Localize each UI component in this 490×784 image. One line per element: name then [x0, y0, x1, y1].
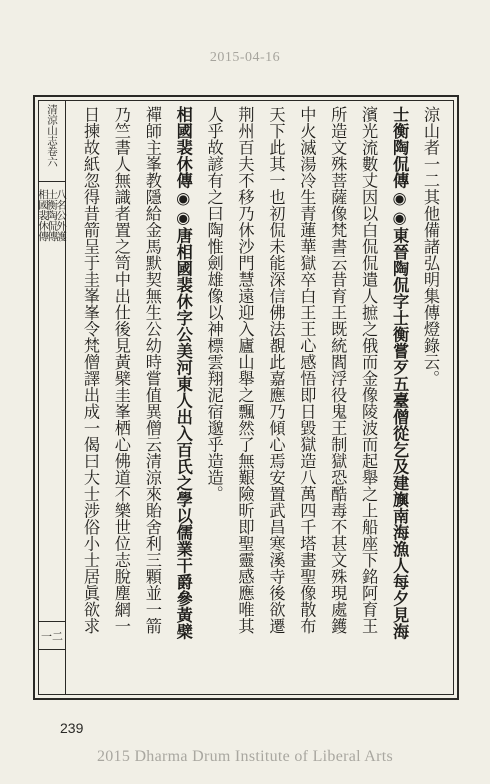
- text-column: 人乎故諺有之曰陶惟劍雄像以神標雲翔泥宿邈乎造造。: [204, 106, 224, 502]
- gutter-divider-bottom: [39, 649, 65, 650]
- gutter-entry: 士衡陶侃傳: [46, 189, 58, 242]
- page-frame: [33, 95, 459, 700]
- text-column-heading: 士衡陶侃傳◉◉東晉陶侃字士衡嘗歹五臺僧從乞及建旟南海漁人每夕見海: [390, 106, 410, 640]
- margin-gutter: [39, 101, 66, 694]
- text-column: 荆州百夫不移乃休沙門慧遠迎入廬山舉之飄然了無艱險昕即聖靈感應唯其: [235, 106, 255, 634]
- gutter-book-title: 清涼山志卷六: [46, 104, 58, 167]
- text-column: 中火滅湯冷生青蓮華獄卒白王王心感悟即日毀獄造八萬四千塔畫聖像散布: [297, 106, 317, 634]
- text-column: 所造文殊菩薩像梵書云昔育王既統閻浮役鬼王制獄恐酷毒不甚文殊現處鑊: [328, 106, 348, 634]
- text-column: 涼山者一二其他備諸弘明集傳燈錄云。: [420, 106, 440, 387]
- text-column: 乃竺書人無識者置之笥中出仕後見黃檗圭峯栖心佛道不樂世位志脫塵網一: [111, 106, 131, 634]
- text-column: 天下此其一也初侃未能深信佛法覩此嘉應乃傾心焉安置武昌寒溪寺後欲遷: [266, 106, 286, 634]
- gutter-entry: 相國裴休傳: [37, 189, 49, 242]
- gutter-page-marker: 一二: [41, 630, 63, 643]
- text-column: 濱光流數丈因以白侃侃遣人摭之俄而金像陵波而起舉之上船座下銘阿育王: [359, 106, 379, 634]
- text-column: 禪師主峯教隱給金馬默契無生公幼時嘗值異僧云清涼來貽舍利三顆並一箭: [142, 106, 162, 634]
- main-text: [73, 101, 451, 694]
- date-watermark: 2015-04-16: [209, 50, 281, 65]
- gutter-divider-mid: [39, 621, 65, 622]
- text-column-heading: 相國裴休傳◉◉唐相國裴休字公美河東人出入百氏之學以儒業干爵參黃檗: [173, 106, 193, 640]
- text-column: 日揀故紙忽得昔箭呈于圭峯峯令梵僧譯出成一偈曰大士涉俗小士居眞欲求: [81, 106, 100, 634]
- copyright-watermark: 2015 Dharma Drum Institute of Liberal Arts: [96, 748, 394, 765]
- page-inner-border: [38, 100, 454, 695]
- page-number: 239: [60, 720, 84, 736]
- gutter-entries: [39, 189, 65, 434]
- gutter-entry: 八名公外護: [55, 189, 67, 242]
- gutter-divider-top: [39, 181, 65, 182]
